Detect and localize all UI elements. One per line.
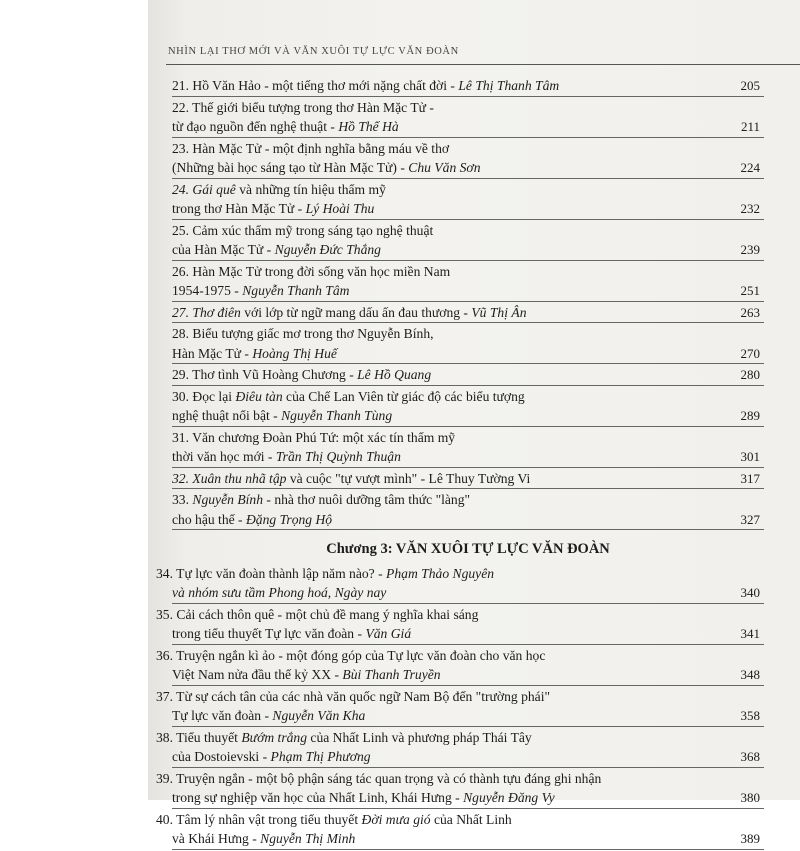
toc-section-chapter-3	[156, 564, 764, 850]
entry-text: nghệ thuật nổi bật -	[172, 408, 282, 423]
entry-text: 26. Hàn Mặc Tử trong đời sống văn học miền Nam	[172, 263, 451, 279]
entry-text: 22. Thế giới biểu tượng trong thơ Hàn Mặc Tử -	[172, 99, 434, 115]
entry-text: Việt Nam nửa đầu thế kỷ XX -	[172, 667, 343, 682]
toc-entry-line	[172, 447, 764, 468]
entry-text: và những tín hiệu thẩm mỹ	[235, 181, 386, 197]
page-number: 301	[740, 449, 760, 464]
toc-entry[interactable]	[156, 605, 764, 645]
entry-italic-text: Lý Hoài Thu	[305, 201, 375, 216]
entry-italic-text: 32. Xuân thu nhã tập	[172, 470, 287, 486]
toc-entry-line	[172, 303, 764, 324]
page-number: 205	[740, 78, 760, 93]
entry-italic-text: Nguyễn Bính	[192, 492, 263, 507]
toc-entry[interactable]	[172, 139, 764, 179]
chapter-3-heading: Chương 3: VĂN XUÔI TỰ LỰC VĂN ĐOÀN	[326, 541, 610, 557]
page-number: 224	[740, 160, 760, 175]
entry-text: của Dostoievski -	[172, 749, 271, 764]
page-number: 389	[740, 831, 760, 846]
toc-entry-line	[172, 469, 764, 490]
page-number: 317	[740, 470, 760, 486]
toc-entry-line	[172, 747, 764, 768]
toc-entry-line	[156, 687, 764, 707]
toc-entry[interactable]	[172, 180, 764, 220]
entry-italic-text: Nguyễn Thị Minh	[260, 831, 356, 846]
toc-entry-line	[156, 728, 764, 748]
entry-text: 39. Truyện ngắn - một bộ phận sáng tác quan trọng và có thành tựu đáng ghi nhận	[156, 770, 602, 786]
entry-italic-text: Phạm Thị Phương	[270, 749, 371, 764]
entry-text: 40. Tâm lý nhân vật trong tiểu thuyết	[156, 811, 362, 827]
toc-entry-line	[172, 428, 764, 448]
entry-italic-text: Đặng Trọng Hộ	[245, 511, 333, 527]
entry-text: của Nhất Linh và phương pháp Thái Tây	[307, 729, 532, 745]
entry-italic-text: Đời mưa gió	[361, 811, 431, 827]
page-number: 270	[740, 345, 760, 361]
toc-entry-line	[172, 788, 764, 809]
toc-entry[interactable]	[156, 728, 764, 768]
toc-entry-line	[172, 624, 764, 645]
entry-text: Tự lực văn đoàn -	[172, 708, 273, 723]
page-number: 251	[740, 283, 760, 298]
page-number: 340	[740, 585, 760, 600]
page-number: 280	[740, 367, 760, 382]
entry-italic-text: Bướm trắng	[241, 729, 308, 745]
entry-italic-text: Lê Thị Thanh Tâm	[458, 78, 560, 93]
entry-text: cho hậu thế -	[172, 511, 246, 527]
toc-entry-line	[156, 646, 764, 666]
toc-entry-line	[172, 365, 764, 386]
toc-entry-line	[156, 769, 764, 789]
header-rule	[166, 64, 800, 65]
toc-entry-line	[172, 199, 764, 220]
toc-entry-line	[172, 98, 764, 118]
entry-text: với lớp từ ngữ mang dấu ấn đau thương -	[240, 304, 472, 320]
toc-entry[interactable]	[172, 490, 764, 530]
table-of-contents	[156, 76, 764, 851]
entry-text: 34. Tự lực văn đoàn thành lập năm nào? -	[156, 565, 387, 581]
toc-entry[interactable]	[172, 303, 764, 324]
page-number: 232	[740, 201, 760, 216]
entry-text: và cuộc "tự vượt mình" - Lê Thuy Tường Vi	[286, 470, 531, 486]
entry-italic-text: Nguyễn Đăng Vy	[463, 790, 555, 805]
entry-text: 29. Thơ tình Vũ Hoàng Chương -	[172, 367, 358, 382]
toc-entry-line	[172, 387, 764, 407]
toc-entry-line	[172, 665, 764, 686]
entry-text: 36. Truyện ngắn kì ảo - một đóng góp của Tự lực văn đoàn cho văn học	[156, 647, 546, 663]
entry-italic-text: Hồ Thế Hà	[338, 119, 399, 134]
toc-entry-line	[172, 76, 764, 97]
entry-text: 1954-1975 -	[172, 283, 243, 298]
entry-text: 28. Biểu tượng giấc mơ trong thơ Nguyễn Bính,	[172, 326, 434, 341]
entry-text: - nhà thơ nuôi dưỡng tâm thức "làng"	[263, 492, 471, 507]
toc-entry-line	[172, 117, 764, 138]
entry-text: của Chế Lan Viên từ giác độ các biểu tượng	[282, 388, 525, 404]
toc-section-chapter-2	[172, 76, 764, 530]
toc-entry-line	[172, 324, 764, 344]
page-number: 348	[740, 667, 760, 682]
entry-text: 37. Từ sự cách tân của các nhà văn quốc ngữ Nam Bộ đến "trường phái"	[156, 688, 551, 704]
entry-text: 25. Cảm xúc thẩm mỹ trong sáng tạo nghệ thuật	[172, 222, 434, 238]
toc-entry[interactable]	[172, 221, 764, 261]
entry-text: và Khái Hưng -	[172, 831, 261, 846]
entry-text: trong tiểu thuyết Tự lực văn đoàn -	[172, 626, 366, 641]
toc-entry-line	[172, 829, 764, 850]
toc-entry[interactable]	[156, 769, 764, 809]
toc-entry-line	[156, 564, 764, 584]
entry-italic-text: Trần Thị Quỳnh Thuận	[275, 449, 401, 464]
toc-entry-line	[172, 406, 764, 427]
toc-entry[interactable]	[172, 469, 764, 490]
entry-italic-text: Văn Giá	[365, 626, 412, 641]
entry-italic-text: Lê Hồ Quang	[357, 367, 432, 382]
entry-italic-text: Hoàng Thị Huế	[252, 345, 337, 361]
page-number: 368	[740, 749, 760, 764]
toc-entry[interactable]	[172, 76, 764, 97]
page-number: 239	[740, 242, 760, 257]
toc-entry-line	[172, 221, 764, 241]
entry-italic-text: Nguyễn Văn Kha	[272, 708, 366, 723]
toc-entry-line	[156, 605, 764, 625]
toc-entry-line	[172, 583, 764, 604]
toc-entry[interactable]	[172, 428, 764, 468]
entry-text: 30. Đọc lại	[172, 388, 236, 404]
entry-text: 35. Cải cách thôn quê - một chủ đề mang ý nghĩa khai sáng	[156, 606, 479, 622]
toc-entry-line	[172, 344, 764, 365]
page-number: 263	[740, 304, 760, 320]
book-page	[148, 0, 800, 846]
entry-text: trong thơ Hàn Mặc Tử -	[172, 201, 306, 216]
entry-italic-text: 27. Thơ điên	[172, 304, 241, 320]
entry-text: 31. Văn chương Đoàn Phú Tứ: một xác tín thẩm mỹ	[172, 429, 456, 445]
page-number: 289	[740, 408, 760, 423]
entry-text: thời văn học mới -	[172, 449, 276, 464]
entry-text: 38. Tiểu thuyết	[156, 729, 242, 745]
toc-entry-line	[172, 281, 764, 302]
entry-text: (Những bài học sáng tạo từ Hàn Mặc Tử) -	[172, 160, 409, 175]
toc-entry[interactable]	[156, 564, 764, 604]
page-number: 211	[740, 119, 760, 134]
entry-italic-text: Phạm Thảo Nguyên	[386, 565, 495, 581]
page-number: 380	[740, 790, 760, 805]
entry-italic-text: Điêu tàn	[235, 388, 283, 404]
toc-entry-line	[172, 262, 764, 282]
entry-italic-text: 24. Gái quê	[172, 181, 236, 197]
toc-entry-line	[172, 158, 764, 179]
toc-entry[interactable]	[172, 387, 764, 427]
entry-italic-text: Nguyễn Đức Thắng	[274, 242, 381, 257]
toc-entry[interactable]	[156, 687, 764, 727]
toc-entry-line	[172, 510, 764, 531]
entry-italic-text: Vũ Thị Ân	[471, 304, 527, 320]
toc-entry-line	[172, 706, 764, 727]
entry-text: 23. Hàn Mặc Tử - một định nghĩa bằng máu về thơ	[172, 140, 450, 156]
entry-italic-text: Bùi Thanh Truyền	[342, 667, 441, 682]
entry-text: 21. Hồ Văn Hảo - một tiếng thơ mới nặng chất đời -	[172, 78, 459, 93]
running-header: NHÌN LẠI THƠ MỚI VÀ VĂN XUÔI TỰ LỰC VĂN ĐOÀN	[168, 46, 459, 57]
entry-text: Hàn Mặc Tử -	[172, 345, 253, 361]
entry-text: 33.	[172, 492, 193, 507]
toc-entry[interactable]	[172, 98, 764, 138]
entry-text: trong sự nghiệp văn học của Nhất Linh, Khái Hưng -	[172, 790, 464, 805]
page-number: 358	[740, 708, 760, 723]
toc-entry-line	[172, 139, 764, 159]
entry-italic-text: và nhóm sưu tầm Phong hoá, Ngày nay	[172, 585, 387, 600]
toc-entry-line	[172, 180, 764, 200]
entry-italic-text: Nguyễn Thanh Tâm	[242, 283, 350, 298]
toc-entry-line	[156, 810, 764, 830]
toc-entry[interactable]	[156, 810, 764, 850]
toc-entry-line	[172, 240, 764, 261]
page-number: 341	[740, 626, 760, 641]
toc-entry[interactable]	[156, 646, 764, 686]
entry-italic-text: Chu Văn Sơn	[408, 160, 481, 175]
entry-text: của Hàn Mặc Tử -	[172, 242, 275, 257]
toc-entry[interactable]	[172, 324, 764, 364]
page-number: 327	[740, 511, 760, 527]
entry-italic-text: Nguyễn Thanh Tùng	[281, 408, 393, 423]
entry-text: từ đạo nguồn đến nghệ thuật -	[172, 119, 339, 134]
toc-entry[interactable]	[172, 365, 764, 386]
toc-entry[interactable]	[172, 262, 764, 302]
entry-text: của Nhất Linh	[430, 811, 512, 827]
toc-entry-line	[172, 490, 764, 510]
